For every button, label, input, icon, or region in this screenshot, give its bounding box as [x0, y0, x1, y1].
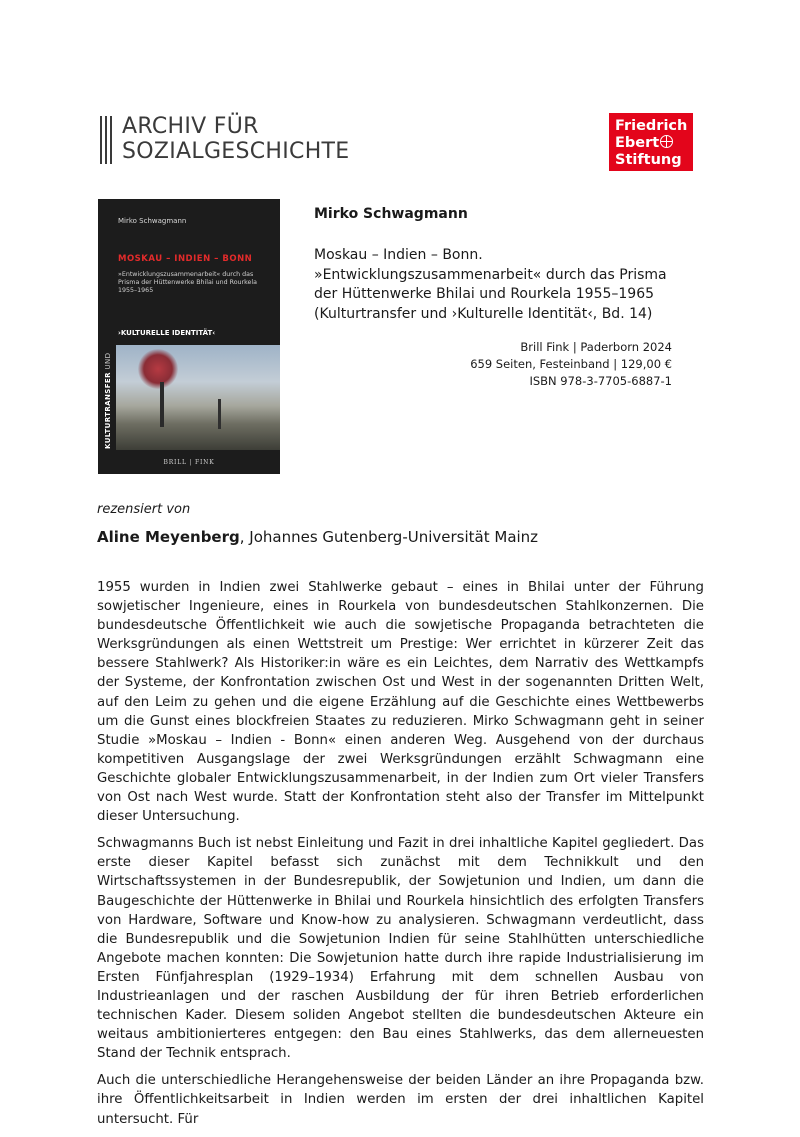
- reviewer-affiliation: , Johannes Gutenberg-Universität Mainz: [239, 528, 539, 546]
- review-paragraph: 1955 wurden in Indien zwei Stahlwerke gebaut – eines in Bhilai unter der Führung sowjetischer Ingenieure, eines in Rourkela von bundesdeutschen Stahlkonzernen. Die bundesdeutsche Öffentlichkeit wie auch die sowjetische Propaganda betrachteten die Werksgründungen als einen Wettstreit um Prestige: Wer errichtet in kürzerer Zeit das bessere Stahlwerk? Als Historiker:in wäre es ein Leichtes, dem Narrativ des Wettkampfs der Systeme, der Konfrontation zwischen Ost und West in der sogenannten Dritten Welt, auf den Leim zu gehen und die eigene Erzählung auf die Geschichte eines Wettbewerbs um die Gunst eines blockfreien Staates zu reduzieren. Mirko Schwagmann geht in seiner Studie »Moskau – Indien - Bonn« einen anderen Weg. Ausgehend von der durchaus kompetitiven Ausgangslage der zwei Werksgründungen erzählt Schwagmann eine Geschichte globaler Entwicklungszusammenarbeit, in der Indien zum Ort vieler Transfers von Ost nach West wurde. Statt der Konfrontation steht also der Transfer im Mittelpunkt dieser Untersuchung.: [97, 580, 704, 825]
- review-paragraph: Auch die unterschiedliche Herangehensweise der beiden Länder an ihre Propaganda bzw. ihre Öffentlichkeitsarbeit in Indien werden im ersten der drei inhaltlichen Kapitel untersucht. Für: [97, 1073, 704, 1127]
- review-paragraph: Schwagmanns Buch ist nebst Einleitung und Fazit in drei inhaltliche Kapitel gegliedert. Das erste dieser Kapitel befasst sich zunächst mit dem Technikkult und den Wirtschaftssystemen in der Bundesrepublik, der Sowjetunion und Indien, um dann die Baugeschichte der Hüttenwerke in Bhilai und Rourkela hinsichtlich des erfolgten Transfers von Hardware, Software und Know-how zu analysieren. Schwagmann verdeutlicht, dass die Bundesrepublik und die Sowjetunion Indien für seine Stahlhütten unterschiedliche Angebote machen konnten: Die Sowjetunion hatte durch ihre rapide Industrialisierung im Ersten Fünfjahresplan (1929–1934) Erfahrung mit dem schnellen Ausbau von Industrieanlagen und der raschen Ausbildung der für ihren Betrieb erforderlichen technischen Kader. Diesem soliden Angebot stellten die bundesdeutschen Akteure ein weitaus ambitionierteres entgegen: den Bau eines Stahlwerks, das dem allerneuesten Stand der Technik entsprach.: [97, 836, 704, 1062]
- cover-series-vertical: KULTURTRANSFER UND: [104, 352, 112, 449]
- publisher-line: Brill Fink | Paderborn 2024: [520, 340, 672, 354]
- cover-photo-chimney: [218, 399, 221, 429]
- reviewer: [97, 528, 538, 546]
- cover-publisher: BRILL | FINK: [163, 459, 215, 466]
- reviewed-by-label: rezensiert von: [97, 502, 191, 517]
- book-title-line: Moskau – Indien – Bonn.: [314, 247, 483, 263]
- publication-info: [470, 339, 672, 390]
- cover-photo-chimney: [160, 382, 164, 427]
- cover-subtitle: »Entwicklungszusammenarbeit« durch das Prisma der Hüttenwerke Bhilai und Rourkela 1955–1965: [118, 271, 258, 294]
- fes-logo-line3: Stiftung: [615, 152, 682, 168]
- journal-logo-bars: [100, 116, 114, 164]
- journal-name-line2: SOZIALGESCHICHTE: [122, 139, 350, 164]
- book-title: [314, 246, 734, 324]
- cover-series: ›KULTURELLE IDENTITÄT‹: [118, 329, 216, 337]
- isbn-line: ISBN 978-3-7705-6887-1: [529, 374, 672, 388]
- cover-title: MOSKAU – INDIEN – BONN: [118, 254, 253, 264]
- review-body: [97, 578, 704, 1137]
- book-author: Mirko Schwagmann: [314, 206, 468, 222]
- fes-logo: [609, 113, 693, 171]
- journal-logo-text: [122, 114, 350, 164]
- cover-photo-smoke: [138, 349, 178, 389]
- fes-logo-line2: Ebert: [615, 135, 660, 151]
- book-title-line: der Hüttenwerke Bhilai und Rourkela 1955–1965: [314, 286, 655, 303]
- journal-name-line1: ARCHIV FÜR: [122, 114, 259, 139]
- book-title-line: (Kulturtransfer und ›Kulturelle Identität‹, Bd. 14): [314, 305, 653, 322]
- book-cover: [98, 199, 280, 474]
- globe-icon: [660, 135, 673, 148]
- cover-author: Mirko Schwagmann: [118, 217, 187, 225]
- reviewer-name: Aline Meyenberg: [97, 528, 240, 546]
- book-title-line: »Entwicklungszusammenarbeit« durch das Prisma: [314, 266, 667, 283]
- fes-logo-line1: Friedrich: [615, 118, 688, 134]
- pages-price-line: 659 Seiten, Festeinband | 129,00 €: [470, 357, 672, 371]
